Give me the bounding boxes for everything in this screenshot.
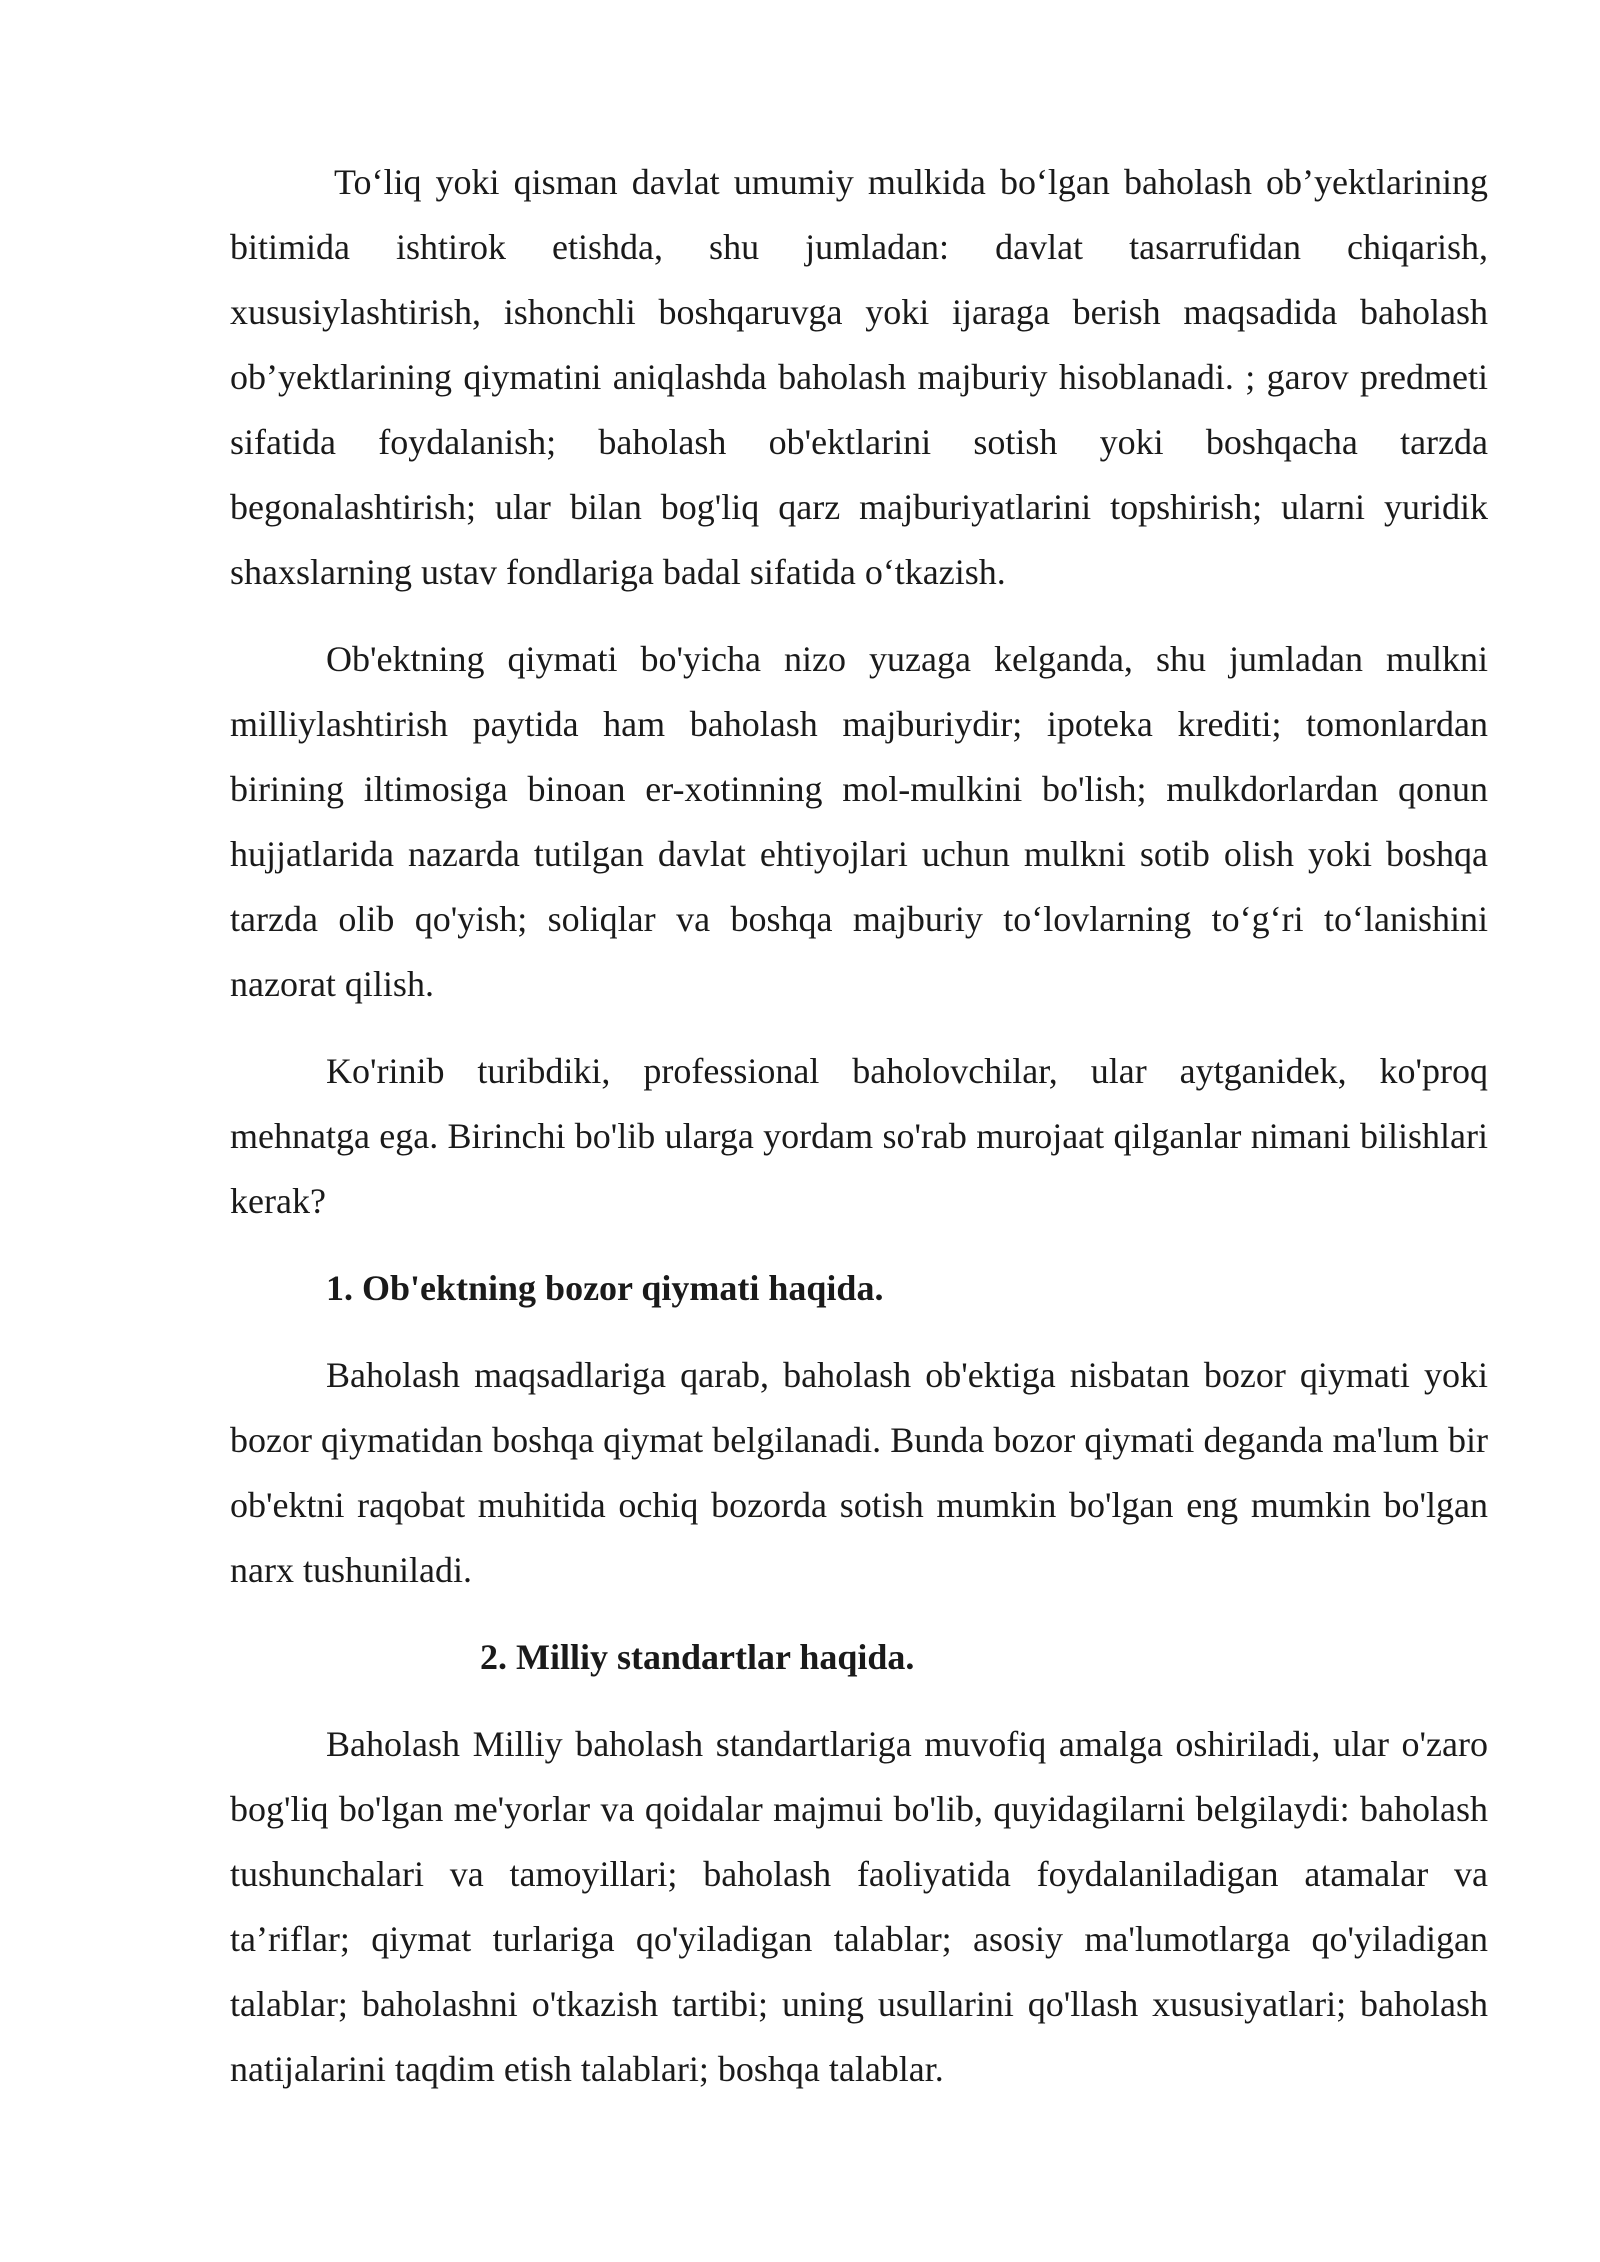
paragraph-professional-appraisers: Ko'rinib turibdiki, professional baholovchilar, ular aytganidek, ko'proq mehnatga ega. Birinchi bo'lib ularga yordam so'rab murojaat qilganlar nimani bilishlari kerak? [230,1051,1488,1221]
heading-national-standards: 2. Milliy standartlar haqida. [480,1637,915,1677]
document-body [230,150,1488,2124]
paragraph-mandatory-valuation-state-property: To‘liq yoki qisman davlat umumiy mulkida bo‘lgan baholash ob’yektlarining bitimida ishtirok etishda, shu jumladan: davlat tasarrufidan chiqarish, xususiylashtirish, ishonchli boshqaruvga yoki ijaraga berish maqsadida baholash ob’yektlarining qiymatini aniqlashda baholash majburiy hisoblanadi. ; garov predmeti sifatida foydalanish; baholash ob'ektlarini sotish yoki boshqacha tarzda begonalashtirish; ular bilan bog'liq qarz majburiyatlarini topshirish; ularni yuridik shaxslarning ustav fondlariga badal sifatida o‘tkazish. [230,162,1488,592]
heading-market-value: 1. Ob'ektning bozor qiymati haqida. [326,1268,884,1308]
paragraph-national-standards: Baholash Milliy baholash standartlariga muvofiq amalga oshiriladi, ular o'zaro bog'liq bo'lgan me'yorlar va qoidalar majmui bo'lib, quyidagilarni belgilaydi: baholash tushunchalari va tamoyillari; baholash faoliyatida foydalaniladigan atamalar va ta’riflar; qiymat turlariga qo'yiladigan talablar; asosiy ma'lumotlarga qo'yiladigan talablar; baholashni o'tkazish tartibi; uning usullarini qo'llash xususiyatlari; baholash natijalarini taqdim etish talablari; boshqa talablar. [230,1724,1488,2089]
paragraph-mandatory-valuation-disputes: Ob'ektning qiymati bo'yicha nizo yuzaga kelganda, shu jumladan mulkni milliylashtirish paytida ham baholash majburiydir; ipoteka krediti; tomonlardan birining iltimosiga binoan er-xotinning mol-mulkini bo'lish; mulkdorlardan qonun hujjatlarida nazarda tutilgan davlat ehtiyojlari uchun mulkni sotib olish yoki boshqa tarzda olib qo'yish; soliqlar va boshqa majburiy to‘lovlarning to‘g‘ri to‘lanishini nazorat qilish. [230,639,1488,1004]
paragraph-market-value: Baholash maqsadlariga qarab, baholash ob'ektiga nisbatan bozor qiymati yoki bozor qiymatidan boshqa qiymat belgilanadi. Bunda bozor qiymati deganda ma'lum bir ob'ektni raqobat muhitida ochiq bozorda sotish mumkin bo'lgan eng mumkin bo'lgan narx tushuniladi. [230,1355,1488,1590]
